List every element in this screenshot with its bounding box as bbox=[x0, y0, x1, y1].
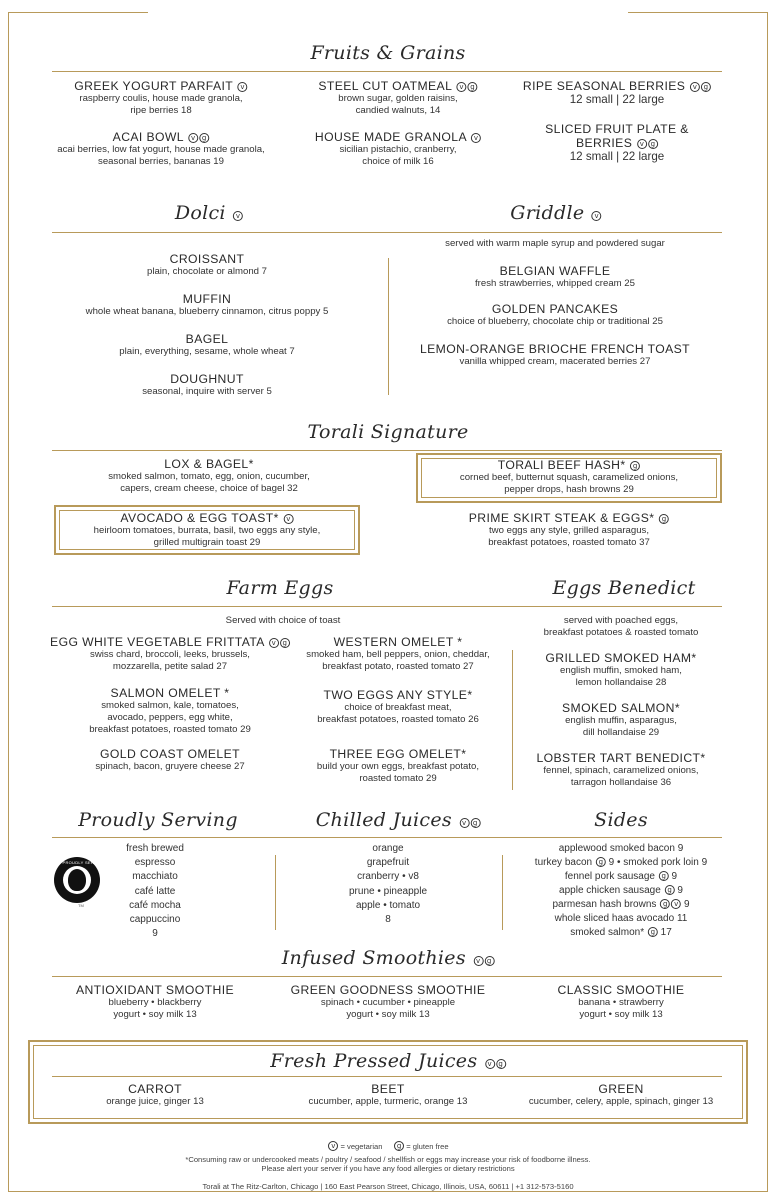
section-title-fresh: Fresh Pressed Juices v g bbox=[270, 1050, 506, 1072]
divider bbox=[52, 1076, 722, 1077]
section-title-sides: Sides bbox=[594, 809, 648, 831]
vegetarian-icon: v bbox=[637, 139, 647, 149]
menu-item: AVOCADO & EGG TOAST* v heirloom tomatoes, burrata, basil, two eggs any style, grilled multigrain toast 29 bbox=[93, 511, 321, 548]
gluten-free-icon: g bbox=[659, 514, 669, 524]
menu-item: CARROT orange juice, ginger 13 bbox=[106, 1082, 204, 1107]
benedict-note: served with poached eggs, bbox=[563, 615, 679, 626]
gluten-free-icon: g bbox=[496, 1059, 506, 1069]
menu-item: GREEK YOGURT PARFAIT v raspberry coulis, house made granola, ripe berries 18 bbox=[74, 79, 247, 117]
vegetarian-icon: v bbox=[471, 133, 481, 143]
menu-item: SALMON OMELET * smoked salmon, kale, tomatoes, avocado, peppers, egg white, breakfast potatoes, roasted tomato 29 bbox=[89, 686, 251, 735]
menu-item: GREEN cucumber, celery, apple, spinach, ginger 13 bbox=[528, 1082, 714, 1107]
address: Torali at The Ritz-Carlton, Chicago | 160 East Pearson Street, Chicago, Illinois, USA, 60611 | +1 312-573-5160 bbox=[202, 1182, 574, 1191]
column-divider bbox=[275, 855, 276, 930]
menu-item: LOBSTER TART BENEDICT* fennel, spinach, caramelized onions, tarragon hollandaise 36 bbox=[536, 751, 706, 788]
gluten-free-icon: g bbox=[648, 139, 658, 149]
menu-item: CROISSANT plain, chocolate or almond 7 bbox=[147, 252, 267, 277]
section-title-farm: Farm Eggs bbox=[226, 577, 334, 599]
vegetarian-icon: v bbox=[233, 211, 243, 221]
menu-item: BAGEL plain, everything, sesame, whole wheat 7 bbox=[119, 332, 295, 357]
vegetarian-icon: v bbox=[188, 133, 198, 143]
coffee-list: fresh brewed espresso macchiato café latte café mocha cappuccino 9 bbox=[126, 843, 184, 940]
left-border bbox=[8, 12, 9, 1192]
vegetarian-icon: v bbox=[592, 211, 602, 221]
juice-list: orange grapefruit cranberry • v8 prune • pineapple apple • tomato 8 bbox=[348, 843, 428, 926]
gluten-free-icon: g bbox=[701, 82, 711, 92]
section-title-benedict: Eggs Benedict bbox=[552, 577, 696, 599]
bottom-border bbox=[8, 1191, 768, 1192]
vegetarian-icon: v bbox=[459, 818, 469, 828]
vegetarian-icon: v bbox=[690, 82, 700, 92]
vegetarian-icon: v bbox=[671, 899, 681, 909]
column-divider bbox=[502, 855, 503, 930]
divider bbox=[52, 450, 722, 451]
gluten-free-icon: g bbox=[484, 956, 494, 966]
trademark: TM bbox=[78, 903, 84, 908]
menu-item: BELGIAN WAFFLE fresh strawberries, whipped cream 25 bbox=[475, 264, 635, 289]
menu-item: MUFFIN whole wheat banana, blueberry cinnamon, citrus poppy 5 bbox=[85, 292, 329, 317]
vegetarian-icon: v bbox=[457, 82, 467, 92]
menu-item: THREE EGG OMELET* build your own eggs, breakfast potato, roasted tomato 29 bbox=[316, 747, 480, 784]
menu-item: HOUSE MADE GRANOLA v sicilian pistachio, cranberry, choice of milk 16 bbox=[315, 130, 481, 168]
gluten-free-icon: g bbox=[648, 927, 658, 937]
vegetarian-icon: v bbox=[269, 638, 279, 648]
menu-item: RIPE SEASONAL BERRIES v g 12 small | 22 large bbox=[523, 79, 711, 107]
section-title-torali: Torali Signature bbox=[307, 421, 469, 443]
top-border-right bbox=[628, 12, 768, 13]
gluten-free-icon: g bbox=[660, 899, 670, 909]
menu-item: DOUGHNUT seasonal, inquire with server 5 bbox=[142, 372, 272, 397]
menu-item: BEET cucumber, apple, turmeric, orange 13 bbox=[308, 1082, 468, 1107]
disclaimer: *Consuming raw or undercooked meats / poultry / seafood / shellfish or eggs may increase your risk of foodborne illness. bbox=[185, 1155, 591, 1164]
starbucks-logo: WE PROUDLY SERVE bbox=[54, 857, 100, 903]
menu-item: ANTIOXIDANT SMOOTHIE blueberry • blackberry yogurt • soy milk 13 bbox=[75, 983, 235, 1020]
section-title-smoothies: Infused Smoothies v g bbox=[282, 947, 495, 969]
menu-item: PRIME SKIRT STEAK & EGGS* g two eggs any style, grilled asparagus, breakfast potatoes, roasted tomato 37 bbox=[469, 511, 669, 549]
menu-item: LEMON-ORANGE BRIOCHE FRENCH TOAST vanilla whipped cream, macerated berries 27 bbox=[419, 342, 691, 367]
section-title-griddle: Griddle v bbox=[510, 202, 601, 224]
menu-item: SMOKED SALMON* english muffin, asparagus, dill hollandaise 29 bbox=[561, 701, 681, 738]
divider bbox=[52, 606, 722, 607]
menu-item: GREEN GOODNESS SMOOTHIE spinach • cucumber • pineapple yogurt • soy milk 13 bbox=[290, 983, 486, 1020]
menu-item: GRILLED SMOKED HAM* english muffin, smoked ham, lemon hollandaise 28 bbox=[545, 651, 697, 688]
divider bbox=[52, 837, 722, 838]
gluten-free-icon: g bbox=[659, 871, 669, 881]
menu-item: WESTERN OMELET * smoked ham, bell peppers, onion, cheddar, breakfast potato, roasted tomato 27 bbox=[306, 635, 490, 672]
menu-item: CLASSIC SMOOTHIE banana • strawberry yogurt • soy milk 13 bbox=[557, 983, 685, 1020]
divider bbox=[52, 232, 722, 233]
menu-item: TORALI BEEF HASH* g corned beef, butternut squash, caramelized onions, pepper drops, hash browns 29 bbox=[459, 458, 679, 495]
menu-item: LOX & BAGEL* smoked salmon, tomato, egg, onion, cucumber, capers, cream cheese, choice of bagel 32 bbox=[108, 457, 310, 494]
vegetarian-icon: v bbox=[328, 1141, 338, 1151]
gluten-free-icon: g bbox=[394, 1141, 404, 1151]
gluten-free-icon: g bbox=[596, 857, 606, 867]
vegetarian-icon: v bbox=[284, 514, 294, 524]
right-border bbox=[767, 12, 768, 1192]
column-divider bbox=[388, 258, 389, 395]
benedict-note: breakfast potatoes & roasted tomato bbox=[543, 627, 699, 638]
section-title-juices: Chilled Juices v g bbox=[316, 809, 481, 831]
legend: v = vegetarian g = gluten free bbox=[0, 1141, 776, 1151]
gluten-free-icon: g bbox=[630, 461, 640, 471]
menu-item: ACAI BOWL v g acai berries, low fat yogurt, house made granola, seasonal berries, bananas 19 bbox=[57, 130, 265, 167]
gluten-free-icon: g bbox=[470, 818, 480, 828]
section-title-proudly: Proudly Serving bbox=[78, 809, 238, 831]
menu-item: GOLD COAST OMELET spinach, bacon, gruyere cheese 27 bbox=[95, 747, 245, 772]
menu-item: SLICED FRUIT PLATE & BERRIES v g 12 small | 22 large bbox=[545, 122, 689, 163]
divider bbox=[52, 71, 722, 72]
menu-item: STEEL CUT OATMEAL v g brown sugar, golden raisins, candied walnuts, 14 bbox=[318, 79, 477, 117]
menu-item: EGG WHITE VEGETABLE FRITTATA v g swiss chard, broccoli, leeks, brussels, mozzarella, petite salad 27 bbox=[50, 635, 290, 673]
column-divider bbox=[512, 650, 513, 790]
vegetarian-icon: v bbox=[485, 1059, 495, 1069]
menu-item: TWO EGGS ANY STYLE* choice of breakfast meat, breakfast potatoes, roasted tomato 26 bbox=[317, 688, 479, 725]
divider bbox=[52, 976, 722, 977]
gluten-free-icon: g bbox=[665, 885, 675, 895]
section-title-fruits: Fruits & Grains bbox=[310, 42, 466, 64]
menu-item: GOLDEN PANCAKES choice of blueberry, chocolate chip or traditional 25 bbox=[447, 302, 663, 327]
top-border-left bbox=[8, 12, 148, 13]
vegetarian-icon: v bbox=[238, 82, 248, 92]
gluten-free-icon: g bbox=[280, 638, 290, 648]
farm-note: Served with choice of toast bbox=[225, 615, 341, 626]
disclaimer: Please alert your server if you have any food allergies or dietary restrictions bbox=[261, 1164, 515, 1173]
section-title-dolci: Dolci v bbox=[175, 202, 243, 224]
gluten-free-icon: g bbox=[199, 133, 209, 143]
griddle-note: served with warm maple syrup and powdered sugar bbox=[445, 238, 665, 249]
gluten-free-icon: g bbox=[468, 82, 478, 92]
sides-list: applewood smoked bacon 9 turkey bacon g 9 • smoked pork loin 9 fennel pork sausage g 9 apple chicken sausage g 9 parmesan hash browns g v 9 whole sliced haas avocado 11 smoked salmon* g 17 bbox=[534, 843, 708, 938]
vegetarian-icon: v bbox=[473, 956, 483, 966]
